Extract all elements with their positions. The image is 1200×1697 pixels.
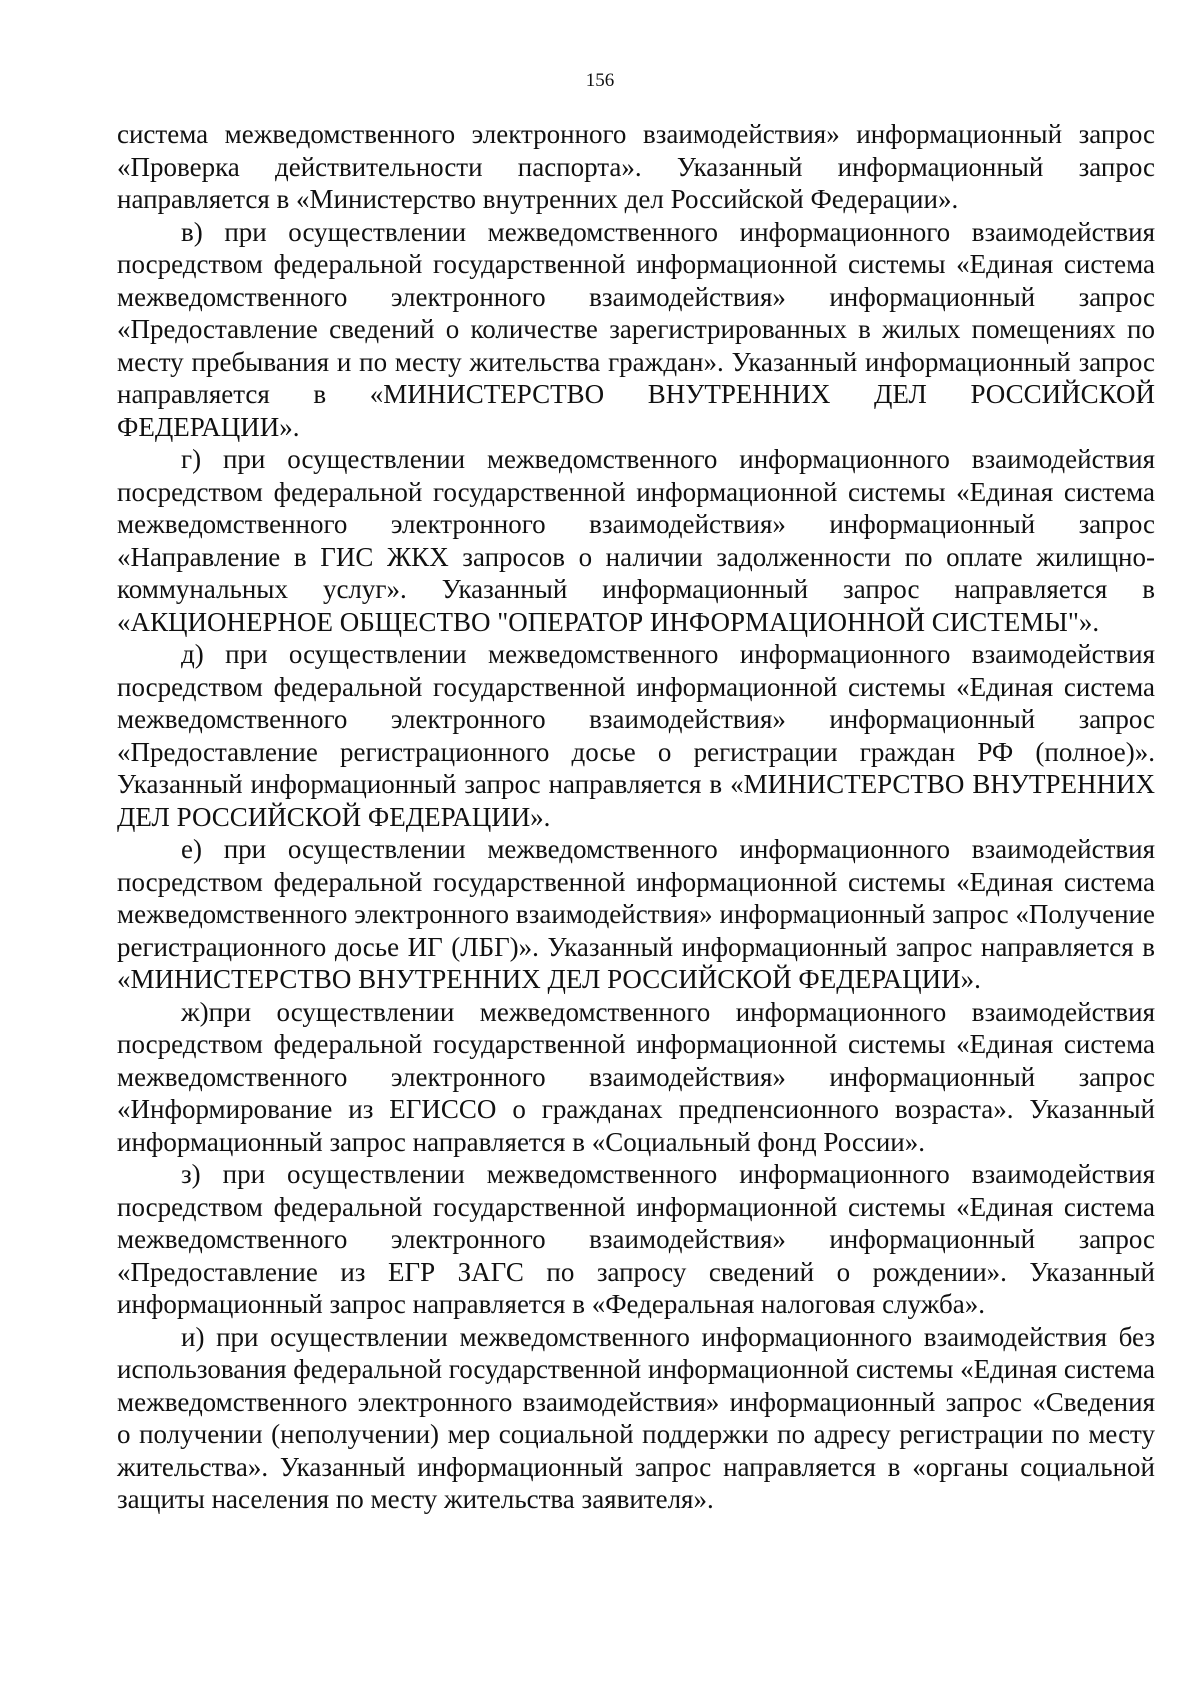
paragraph-item-v: в) при осуществлении межведомственного информационного взаимодействия посредством федеральной государственной информационной системы «Единая система межведомственного электронного взаимодействия» информационный запрос «Предоставление сведений о количестве зарегистрированных в жилых помещениях по месту пребывания и по месту жительства граждан». Указанный информационный запрос направляется в «МИНИСТЕРСТВО ВНУТРЕННИХ ДЕЛ РОССИЙСКОЙ ФЕДЕРАЦИИ». (117, 216, 1155, 442)
paragraph-item-z: з) при осуществлении межведомственного информационного взаимодействия посредством федеральной государственной информационной системы «Единая система межведомственного электронного взаимодействия» информационный запрос «Предоставление из ЕГР ЗАГС по запросу сведений о рождении». Указанный информационный запрос направляется в «Федеральная налоговая служба». (117, 1159, 1155, 1319)
paragraph-continuation: система межведомственного электронного взаимодействия» информационный запрос «Проверка действительности паспорта». Указанный информационный запрос направляется в «Министерство внутренних дел Российской Федерации». (117, 119, 1155, 214)
document-body (117, 118, 1155, 1516)
page-number: 156 (585, 70, 615, 91)
paragraph-item-i: и) при осуществлении межведомственного информационного взаимодействия без использования федеральной государственной информационной системы «Единая система межведомственного электронного взаимодействия» информационный запрос «Сведения о получении (неполучении) мер социальной поддержки по адресу регистрации по месту жительства». Указанный информационный запрос направляется в «органы социальной защиты населения по месту жительства заявителя». (117, 1321, 1155, 1514)
paragraph-item-d: д) при осуществлении межведомственного информационного взаимодействия посредством федеральной государственной информационной системы «Единая система межведомственного электронного взаимодействия» информационный запрос «Предоставление регистрационного досье о регистрации граждан РФ (полное)». Указанный информационный запрос направляется в «МИНИСТЕРСТВО ВНУТРЕННИХ ДЕЛ РОССИЙСКОЙ ФЕДЕРАЦИИ». (117, 639, 1155, 832)
paragraph-item-zh: ж)при осуществлении межведомственного информационного взаимодействия посредством федеральной государственной информационной системы «Единая система межведомственного электронного взаимодействия» информационный запрос «Информирование из ЕГИССО о гражданах предпенсионного возраста». Указанный информационный запрос направляется в «Социальный фонд России». (117, 996, 1155, 1157)
paragraph-item-e: е) при осуществлении межведомственного информационного взаимодействия посредством федеральной государственной информационной системы «Единая система межведомственного электронного взаимодействия» информационный запрос «Получение регистрационного досье ИГ (ЛБГ)». Указанный информационный запрос направляется в «МИНИСТЕРСТВО ВНУТРЕННИХ ДЕЛ РОССИЙСКОЙ ФЕДЕРАЦИИ». (117, 834, 1155, 994)
paragraph-item-g: г) при осуществлении межведомственного информационного взаимодействия посредством федеральной государственной информационной системы «Единая система межведомственного электронного взаимодействия» информационный запрос «Направление в ГИС ЖКХ запросов о наличии задолженности по оплате жилищно-коммунальных услуг». Указанный информационный запрос направляется в «АКЦИОНЕРНОЕ ОБЩЕСТВО "ОПЕРАТОР ИНФОРМАЦИОННОЙ СИСТЕМЫ"». (117, 444, 1155, 637)
